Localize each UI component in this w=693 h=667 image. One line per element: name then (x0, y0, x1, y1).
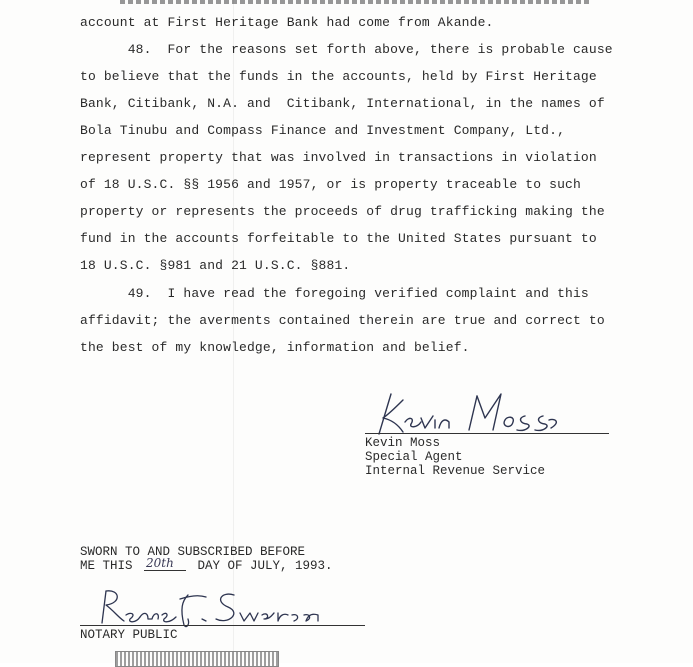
affiant-name: Kevin Moss (365, 436, 441, 450)
affiant-signature-line (365, 433, 609, 434)
text-line: account at First Heritage Bank had come from Akande. (80, 15, 494, 30)
notary-label: NOTARY PUBLIC (80, 628, 178, 642)
text-line: to believe that the funds in the accounts, held by First Heritage (80, 69, 597, 84)
text-line: affidavit; the averments contained therein are true and correct to (80, 313, 605, 328)
jurat-prefix: ME THIS (80, 559, 141, 573)
text-line: 18 U.S.C. §981 and 21 U.S.C. §881. (80, 258, 351, 273)
jurat-line-1: SWORN TO AND SUBSCRIBED BEFORE (80, 545, 306, 559)
text-line: Bank, Citibank, N.A. and Citibank, International, in the names of (80, 96, 605, 111)
text-line: 48. For the reasons set forth above, there is probable cause (80, 42, 613, 57)
text-line: Bola Tinubu and Compass Finance and Investment Company, Ltd., (80, 123, 566, 138)
text-line: 49. I have read the foregoing verified complaint and this (80, 286, 589, 301)
affiant-title: Special Agent (365, 450, 463, 464)
handwritten-day: 20th (146, 556, 174, 570)
notary-signature (96, 585, 326, 629)
text-line: represent property that was involved in transactions in violation (80, 150, 597, 165)
text-line: property or represents the proceeds of drug trafficking making the (80, 204, 605, 219)
text-line: the best of my knowledge, information and belief. (80, 340, 470, 355)
day-underline (144, 570, 186, 571)
text-line: of 18 U.S.C. §§ 1956 and 1957, or is property traceable to such (80, 177, 581, 192)
text-line: fund in the accounts forfeitable to the United States pursuant to (80, 231, 597, 246)
affiant-agency: Internal Revenue Service (365, 464, 546, 478)
notary-signature-line (80, 625, 365, 626)
jurat-suffix: DAY OF JULY, 1993. (190, 559, 333, 573)
jurat-line-2 (80, 559, 333, 573)
notary-seal-stamp (115, 651, 279, 667)
cut-off-text-line (120, 0, 590, 4)
affiant-signature (365, 388, 565, 438)
